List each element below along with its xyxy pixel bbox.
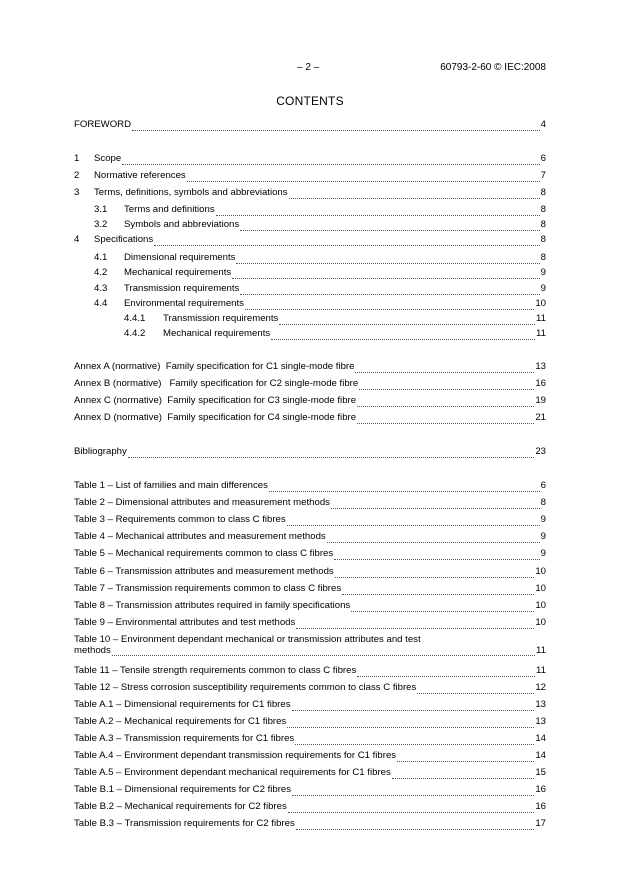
- toc-entry-text: Table A.4 – Environment dependant transmission requirements for C1 fibres: [74, 750, 397, 761]
- toc-entry-page: 13: [535, 716, 546, 727]
- toc-entry-text-continued: methods: [74, 645, 111, 656]
- toc-entry-page: 13: [535, 361, 546, 372]
- leader-dots: [296, 821, 535, 830]
- leader-dots: [288, 804, 535, 813]
- toc-entry-subsubclause[interactable]: [124, 313, 546, 325]
- toc-entry-table[interactable]: [74, 531, 546, 543]
- toc-entry-text: Table 9 – Environmental attributes and test methods: [74, 617, 296, 628]
- clause-number: 4.4.2: [124, 328, 146, 339]
- toc-entry-page: 9: [540, 531, 546, 542]
- toc-entry-text: Table 11 – Tensile strength requirements common to class C fibres: [74, 665, 357, 676]
- toc-entry-text: Normative references: [94, 170, 186, 181]
- leader-dots: [240, 222, 539, 231]
- leader-dots: [287, 719, 534, 728]
- toc-entry-annex[interactable]: [74, 412, 546, 424]
- toc-entry-page: 11: [536, 645, 546, 656]
- toc-entry-page: 16: [535, 801, 546, 812]
- leader-dots: [240, 286, 539, 295]
- leader-dots: [335, 569, 535, 578]
- leader-dots: [359, 381, 534, 390]
- toc-entry-text: Table B.3 – Transmission requirements for C2 fibres: [74, 818, 295, 829]
- toc-entry-text: Annex B (normative) Family specification for C2 single-mode fibre: [74, 378, 359, 389]
- leader-dots: [295, 736, 534, 745]
- toc-entry-table[interactable]: [74, 548, 546, 560]
- leader-dots: [334, 551, 540, 560]
- leader-dots: [342, 586, 534, 595]
- clause-number: 4.4: [94, 298, 108, 309]
- toc-entry-page: 8: [540, 252, 546, 263]
- clause-number: 3: [74, 187, 80, 198]
- toc-entry-text: Table 2 – Dimensional attributes and measurement methods: [74, 497, 330, 508]
- toc-entry-text: Transmission requirements: [163, 313, 279, 324]
- toc-entry-bibliography[interactable]: [74, 446, 546, 458]
- toc-entry-page: 19: [535, 395, 546, 406]
- toc-entry-annex[interactable]: [74, 378, 546, 390]
- toc-entry-text: Table 10 – Environment dependant mechanical or transmission attributes and test: [74, 634, 421, 645]
- toc-entry-page: 7: [540, 170, 546, 181]
- leader-dots: [357, 398, 534, 407]
- toc-entry-page: 9: [540, 283, 546, 294]
- toc-entry-text: Table 12 – Stress corrosion susceptibility requirements common to class C fibres: [74, 682, 417, 693]
- toc-entry-page: 15: [535, 767, 546, 778]
- leader-dots: [279, 316, 535, 325]
- clause-number: 4.3: [94, 283, 108, 294]
- clause-number: 1: [74, 153, 80, 164]
- leader-dots: [287, 517, 540, 526]
- toc-entry-text: Environmental requirements: [124, 298, 244, 309]
- leader-dots: [216, 207, 540, 216]
- toc-entry-page: 16: [535, 378, 546, 389]
- toc-entry-page: 8: [540, 497, 546, 508]
- leader-dots: [417, 685, 534, 694]
- toc-entry-page: 9: [540, 267, 546, 278]
- toc-entry-text: Annex C (normative) Family specification for C3 single-mode fibre: [74, 395, 357, 406]
- toc-entry-text: Bibliography: [74, 446, 127, 457]
- leader-dots: [355, 364, 534, 373]
- toc-entry-page: 8: [540, 234, 546, 245]
- toc-entry-table[interactable]: [74, 480, 546, 492]
- toc-entry-text: Table 7 – Transmission requirements common to class C fibres: [74, 583, 342, 594]
- leader-dots: [292, 787, 534, 796]
- leader-dots: [132, 122, 540, 131]
- toc-entry-page: 8: [540, 219, 546, 230]
- toc-entry-table[interactable]: [74, 682, 546, 694]
- toc-entry-text: Table B.1 – Dimensional requirements for C2 fibres: [74, 784, 292, 795]
- toc-entry-text: Table 4 – Mechanical attributes and measurement methods: [74, 531, 326, 542]
- toc-entry-text: Table 8 – Transmission attributes required in family specifications: [74, 600, 351, 611]
- toc-entry-text: Mechanical requirements: [163, 328, 271, 339]
- toc-entry-text: Terms, definitions, symbols and abbreviations: [94, 187, 288, 198]
- toc-entry-page: 6: [540, 153, 546, 164]
- toc-entry-page: 10: [535, 566, 546, 577]
- toc-entry-table[interactable]: [74, 514, 546, 526]
- toc-entry-subclause[interactable]: [94, 219, 546, 231]
- toc-entry-page: 16: [535, 784, 546, 795]
- leader-dots: [327, 534, 540, 543]
- leader-dots: [357, 415, 534, 424]
- toc-entry-page: 4: [540, 119, 546, 130]
- toc-entry-foreword[interactable]: [74, 119, 546, 131]
- toc-entry-text: Table A.2 – Mechanical requirements for C1 fibres: [74, 716, 287, 727]
- toc-entry-text: Mechanical requirements: [124, 267, 232, 278]
- toc-entry-subclause[interactable]: [94, 298, 546, 310]
- leader-dots: [232, 270, 539, 279]
- toc-entry-text: Dimensional requirements: [124, 252, 236, 263]
- toc-entry-page: 10: [535, 583, 546, 594]
- toc-entry-subclause[interactable]: [94, 267, 546, 279]
- toc-entry-table[interactable]: [74, 497, 546, 509]
- clause-number: 4.1: [94, 252, 108, 263]
- leader-dots: [112, 647, 535, 656]
- leader-dots: [128, 449, 535, 458]
- toc-entry-page: 23: [535, 446, 546, 457]
- toc-entry-text: Table B.2 – Mechanical requirements for C2 fibres: [74, 801, 287, 812]
- toc-entry-text: Scope: [94, 153, 122, 164]
- toc-entry-subsubclause[interactable]: [124, 328, 546, 340]
- leader-dots: [331, 500, 540, 509]
- toc-entry-page: 14: [535, 733, 546, 744]
- toc-entry-page: 13: [535, 699, 546, 710]
- clause-number: 4.4.1: [124, 313, 146, 324]
- leader-dots: [187, 173, 540, 182]
- toc-entry-table[interactable]: [74, 733, 546, 745]
- toc-entry-text: Table A.5 – Environment dependant mechanical requirements for C1 fibres: [74, 767, 391, 778]
- toc-entry-table[interactable]: [74, 583, 546, 595]
- toc-entry-table[interactable]: [74, 617, 546, 629]
- toc-entry-page: 17: [535, 818, 546, 829]
- toc-entry-clause[interactable]: [74, 170, 546, 182]
- toc-entry-table[interactable]: [74, 818, 546, 830]
- toc-entry-clause[interactable]: [74, 153, 546, 165]
- leader-dots: [392, 770, 535, 779]
- toc-entry-text: Terms and definitions: [124, 204, 215, 215]
- leader-dots: [289, 190, 540, 199]
- toc-entry-table[interactable]: [74, 801, 546, 813]
- toc-entry-text: Table 3 – Requirements common to class C fibres: [74, 514, 286, 525]
- toc-entry-subclause[interactable]: [94, 283, 546, 295]
- toc-entry-text: Table 1 – List of families and main differences: [74, 480, 268, 491]
- leader-dots: [122, 156, 539, 165]
- toc-entry-annex[interactable]: [74, 361, 546, 373]
- toc-entry-table[interactable]: [74, 750, 546, 762]
- toc-entry-text: Table A.1 – Dimensional requirements for C1 fibres: [74, 699, 291, 710]
- clause-number: 3.2: [94, 219, 108, 230]
- toc-entry-annex[interactable]: [74, 395, 546, 407]
- toc-entry-page: 11: [536, 328, 546, 339]
- clause-number: 4: [74, 234, 80, 245]
- toc-entry-page: 10: [535, 298, 546, 309]
- clause-number: 3.1: [94, 204, 108, 215]
- toc-entry-page: 11: [536, 313, 546, 324]
- toc-entry-page: 11: [536, 665, 546, 676]
- clause-number: 4.2: [94, 267, 108, 278]
- toc-entry-text: Table A.3 – Transmission requirements for C1 fibres: [74, 733, 295, 744]
- toc-entry-table[interactable]: [74, 665, 546, 677]
- toc-entry-clause[interactable]: [74, 187, 546, 199]
- toc-entry-text: Table 5 – Mechanical requirements common to class C fibres: [74, 548, 334, 559]
- toc-entry-table[interactable]: [74, 600, 546, 612]
- toc-entry-page: 6: [540, 480, 546, 491]
- toc-entry-table[interactable]: [74, 767, 546, 779]
- toc-entry-page: 12: [535, 682, 546, 693]
- toc-entry-text: Specifications: [94, 234, 154, 245]
- toc-entry-text: Table 6 – Transmission attributes and measurement methods: [74, 566, 334, 577]
- toc-entry-subclause[interactable]: [94, 204, 546, 216]
- leader-dots: [292, 702, 535, 711]
- page-title: CONTENTS: [276, 94, 344, 108]
- leader-dots: [351, 603, 534, 612]
- toc-entry-page: 10: [535, 600, 546, 611]
- toc-entry-table[interactable]: [74, 566, 546, 578]
- leader-dots: [271, 331, 535, 340]
- page-number: – 2 –: [297, 62, 320, 73]
- toc-entry-text: Annex A (normative) Family specification for C1 single-mode fibre: [74, 361, 355, 372]
- toc-entry-text: FOREWORD: [74, 119, 132, 130]
- standard-reference: 60793-2-60 © IEC:2008: [440, 62, 546, 73]
- toc-entry-text: Annex D (normative) Family specification for C4 single-mode fibre: [74, 412, 357, 423]
- toc-entry-table[interactable]: [74, 634, 546, 656]
- toc-entry-clause[interactable]: [74, 234, 546, 246]
- leader-dots: [296, 620, 534, 629]
- toc-entry-text: Symbols and abbreviations: [124, 219, 240, 230]
- toc-entry-table[interactable]: [74, 699, 546, 711]
- toc-entry-page: 9: [540, 548, 546, 559]
- toc-entry-page: 14: [535, 750, 546, 761]
- leader-dots: [245, 301, 534, 310]
- leader-dots: [269, 483, 540, 492]
- toc-entry-page: 8: [540, 187, 546, 198]
- leader-dots: [154, 237, 539, 246]
- toc-entry-page: 8: [540, 204, 546, 215]
- clause-number: 2: [74, 170, 80, 181]
- toc-entry-page: 9: [540, 514, 546, 525]
- toc-entry-subclause[interactable]: [94, 252, 546, 264]
- toc-entry-table[interactable]: [74, 716, 546, 728]
- leader-dots: [357, 668, 535, 677]
- leader-dots: [397, 753, 534, 762]
- toc-entry-text: Transmission requirements: [124, 283, 240, 294]
- leader-dots: [236, 255, 539, 264]
- toc-entry-table[interactable]: [74, 784, 546, 796]
- toc-entry-page: 10: [535, 617, 546, 628]
- toc-entry-page: 21: [535, 412, 546, 423]
